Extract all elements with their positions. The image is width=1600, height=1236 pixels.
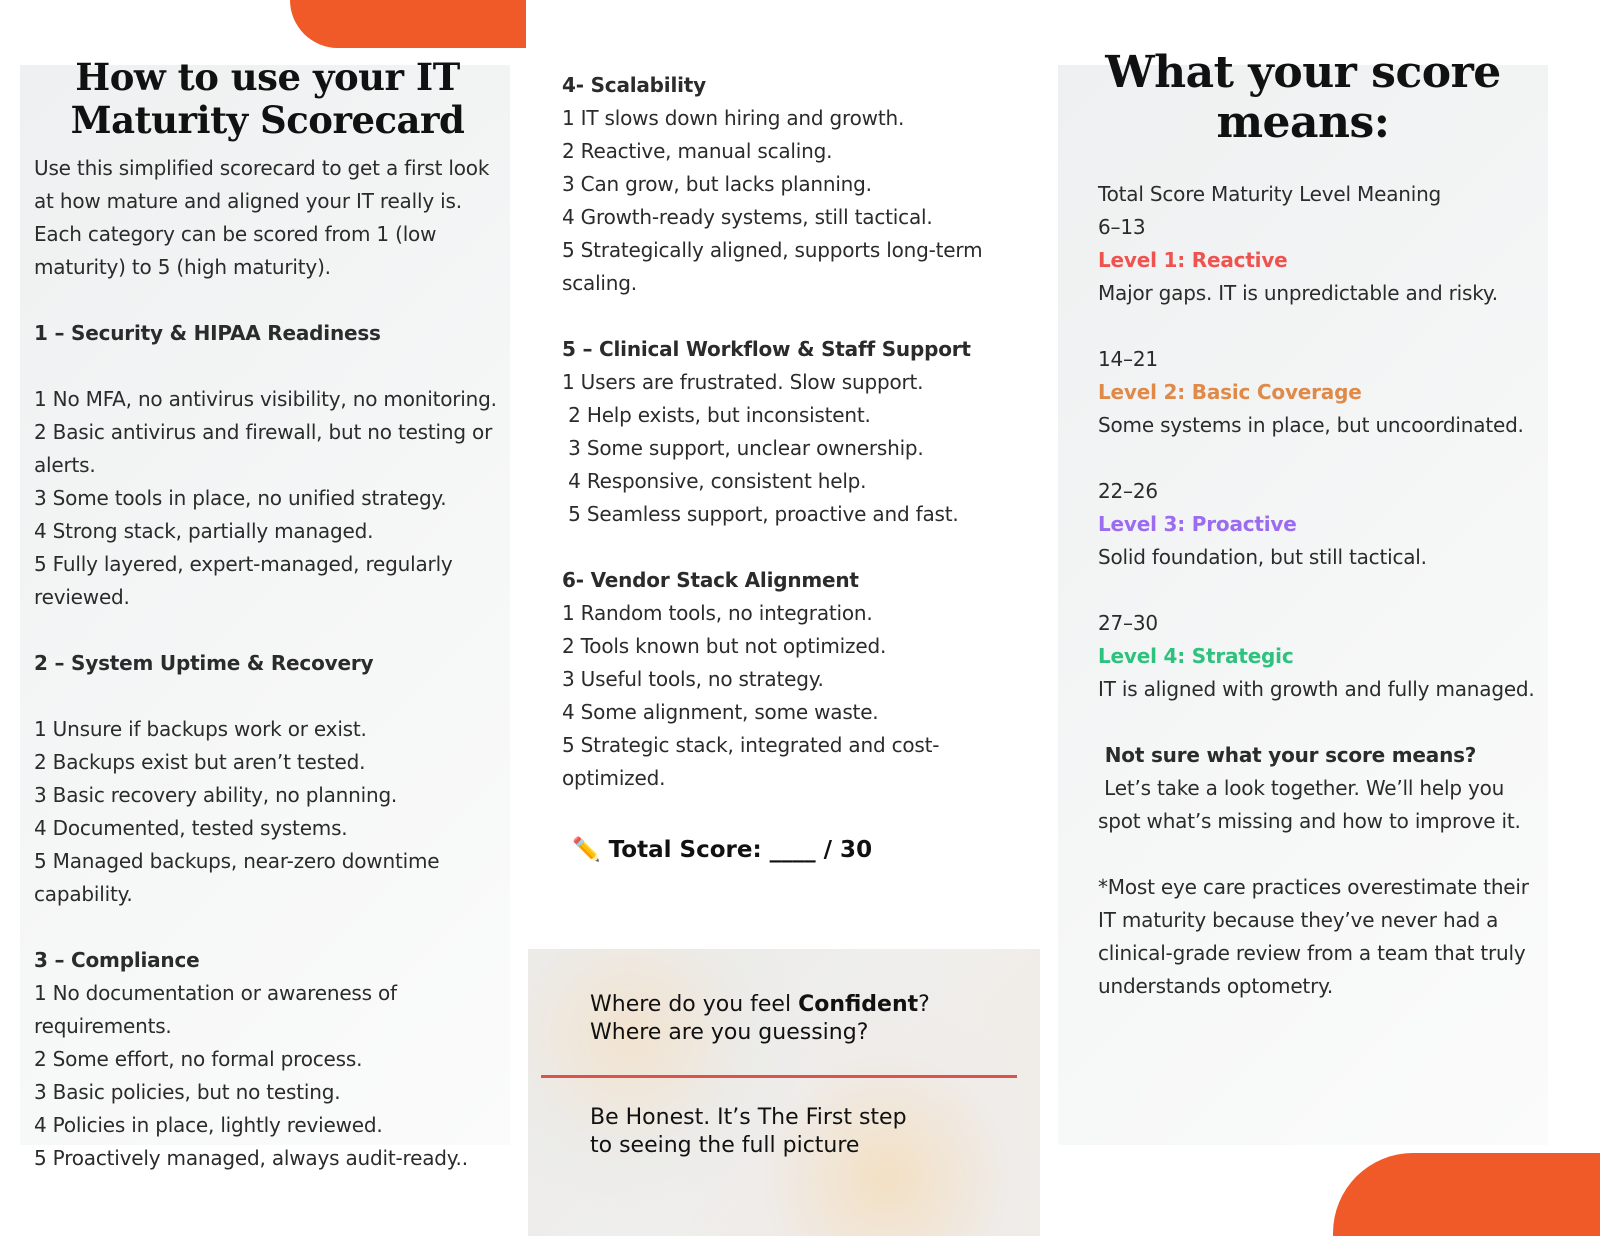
spacer <box>1098 706 1548 739</box>
list-item: 1 IT slows down hiring and growth. <box>562 106 905 130</box>
spacer <box>562 795 1022 828</box>
spacer <box>34 1175 504 1208</box>
list-item: 5 Strategic stack, integrated and cost-optimized. <box>562 733 940 790</box>
list-item: 5 Fully layered, expert-managed, regularly reviewed. <box>34 552 453 609</box>
score-meaning-title: What your score means: <box>1105 47 1501 148</box>
level-label: Level 3: Proactive <box>1098 512 1297 536</box>
list-item: 1 No MFA, no antivirus visibility, no monitoring. <box>34 387 497 411</box>
list-item: 3 Some support, unclear ownership. <box>562 436 924 460</box>
list-item: 3 Basic policies, but no testing. <box>34 1080 341 1104</box>
list-item: 3 Can grow, but lacks planning. <box>562 172 872 196</box>
list-item: 4 Responsive, consistent help. <box>562 469 867 493</box>
score-range: 22–26 <box>1098 479 1158 503</box>
middle-column <box>562 69 1022 828</box>
spacer <box>1098 310 1548 343</box>
list-item: 4 Some alignment, some waste. <box>562 700 879 724</box>
callout-divider <box>541 1075 1017 1078</box>
list-item: 3 Some tools in place, no unified strategy. <box>34 486 447 510</box>
list-item: 2 Basic antivirus and firewall, but no testing or alerts. <box>34 420 493 477</box>
section-heading: 2 – System Uptime & Recovery <box>34 651 374 675</box>
section-heading: 5 – Clinical Workflow & Staff Support <box>562 337 971 361</box>
list-item: 2 Reactive, manual scaling. <box>562 139 833 163</box>
spacer <box>1098 442 1548 475</box>
list-item: 4 Documented, tested systems. <box>34 816 348 840</box>
list-item: 3 Basic recovery ability, no planning. <box>34 783 398 807</box>
list-item: 5 Strategically aligned, supports long-term scaling. <box>562 238 989 295</box>
section-heading: 3 – Compliance <box>34 948 200 972</box>
list-item: 4 Strong stack, partially managed. <box>34 519 374 543</box>
list-item: 2 Tools known but not optimized. <box>562 634 887 658</box>
spacer <box>34 911 504 944</box>
level-label: Level 4: Strategic <box>1098 644 1294 668</box>
level-meaning: Some systems in place, but uncoordinated. <box>1098 413 1524 437</box>
callout-honest: Be Honest. It’s The First step to seeing the full picture <box>590 1105 907 1158</box>
pencil-icon: ✏️ <box>572 837 601 863</box>
callout-image-box <box>528 949 1040 1236</box>
level-label: Level 2: Basic Coverage <box>1098 380 1362 404</box>
spacer <box>562 300 1022 333</box>
decorative-orange-shape-bottom <box>1333 1153 1600 1236</box>
level-label: Level 1: Reactive <box>1098 248 1288 272</box>
list-item: 1 Unsure if backups work or exist. <box>34 717 367 741</box>
total-score-label: Total Score: ____ / 30 <box>608 837 873 863</box>
section-heading: 4- Scalability <box>562 73 706 97</box>
list-item: 3 Useful tools, no strategy. <box>562 667 824 691</box>
score-range: 14–21 <box>1098 347 1158 371</box>
list-item: 2 Backups exist but aren’t tested. <box>34 750 366 774</box>
decorative-orange-shape-top <box>290 0 526 48</box>
spacer <box>562 531 1022 564</box>
scorecard-title: How to use your IT Maturity Scorecard <box>70 55 465 142</box>
level-meaning: IT is aligned with growth and fully managed. <box>1098 677 1535 701</box>
list-item: 5 Seamless support, proactive and fast. <box>562 502 959 526</box>
list-item: 2 Help exists, but inconsistent. <box>562 403 871 427</box>
list-item: 1 No documentation or awareness of requirements. <box>34 981 397 1038</box>
spacer <box>1098 574 1548 607</box>
score-range: 6–13 <box>1098 215 1146 239</box>
list-item: 1 Random tools, no integration. <box>562 601 873 625</box>
unsure-heading: Not sure what your score means? <box>1098 743 1477 767</box>
section-heading: 1 – Security & HIPAA Readiness <box>34 321 381 345</box>
section-heading: 6- Vendor Stack Alignment <box>562 568 859 592</box>
score-range: 27–30 <box>1098 611 1158 635</box>
list-item: 5 Proactively managed, always audit-ready.. <box>34 1146 468 1170</box>
level-meaning: Major gaps. IT is unpredictable and risky. <box>1098 281 1498 305</box>
list-item: 4 Growth-ready systems, still tactical. <box>562 205 933 229</box>
level-meaning: Solid foundation, but still tactical. <box>1098 545 1427 569</box>
table-header: Total Score Maturity Level Meaning <box>1098 182 1442 206</box>
list-item: 2 Some effort, no formal process. <box>34 1047 363 1071</box>
right-column <box>1098 178 1548 1003</box>
spacer <box>34 614 504 647</box>
left-column <box>34 152 504 1208</box>
list-item: 1 Users are frustrated. Slow support. <box>562 370 924 394</box>
list-item: 4 Policies in place, lightly reviewed. <box>34 1113 383 1137</box>
intro-text: Use this simplified scorecard to get a first look at how mature and aligned your IT really is. Each category can be scored from 1 (low maturity) to 5 (high maturity). <box>34 156 490 279</box>
footnote: *Most eye care practices overestimate their IT maturity because they’ve never had a clinical-grade review from a team that truly understands optometry. <box>1098 875 1529 998</box>
spacer <box>34 680 504 713</box>
spacer <box>34 350 504 383</box>
total-score <box>572 836 872 863</box>
unsure-text: Let’s take a look together. We’ll help you spot what’s missing and how to improve it. <box>1098 776 1521 833</box>
list-item: 5 Managed backups, near-zero downtime capability. <box>34 849 440 906</box>
callout-question: Where do you feel Confident? Where are you guessing? <box>590 992 930 1045</box>
